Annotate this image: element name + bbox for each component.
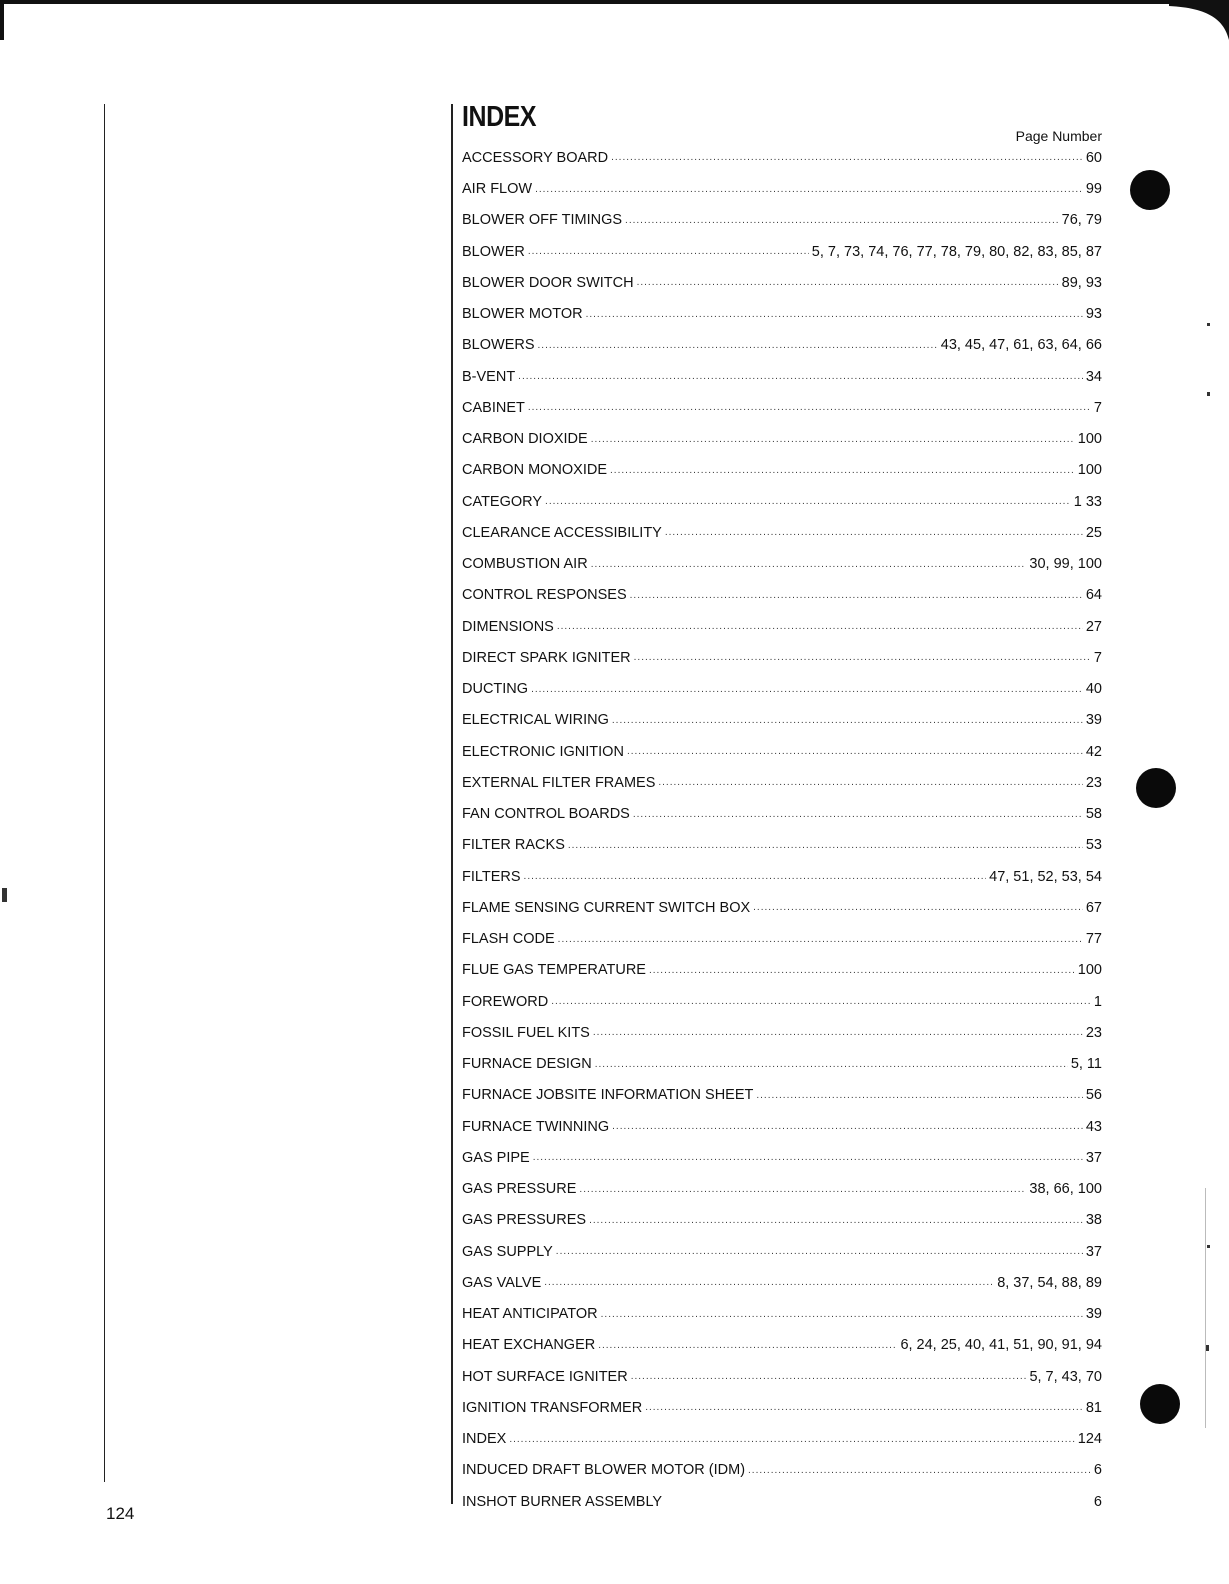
dot-leader [611,153,1083,163]
index-pages: 39 [1085,712,1102,729]
index-pages: 30, 99, 100 [1029,556,1102,572]
dot-leader [544,1278,994,1288]
index-pages: 43, 45, 47, 61, 63, 64, 66 [940,337,1102,354]
scan-speck [1206,1345,1209,1351]
index-term: DIRECT SPARK IGNITER [462,649,631,666]
dot-leader [535,185,1083,195]
index-term: GAS PRESSURE [462,1181,577,1197]
page-corner-curl [1169,0,1229,40]
index-entry [462,1134,1102,1165]
index-term: AIR FLOW [462,181,533,197]
page-title: INDEX [462,101,537,133]
index-pages: 25 [1085,524,1102,541]
index-term: CLEARANCE ACCESSIBILITY [462,524,662,541]
dot-leader [645,1403,1083,1413]
index-pages: 43 [1085,1118,1102,1135]
index-term: CABINET [462,399,525,416]
index-pages: 100 [1077,962,1102,979]
dot-leader [568,841,1083,851]
index-pages: 1 33 [1073,493,1102,510]
dot-leader [557,622,1083,632]
binder-hole [1136,768,1176,808]
index-entry [462,1478,1102,1509]
index-pages: 77 [1085,931,1102,947]
index-entry [462,228,1102,259]
index-term: FLASH CODE [462,931,555,947]
index-entry [462,884,1102,915]
index-pages: 27 [1085,618,1102,635]
index-pages: 47, 51, 52, 53, 54 [989,868,1102,885]
index-entry [462,1197,1102,1228]
index-term: ELECTRONIC IGNITION [462,743,624,760]
index-pages: 7 [1093,649,1102,666]
page-number: 124 [106,1504,135,1523]
index-term: B-VENT [462,368,516,385]
scan-speck [1207,323,1210,326]
index-term: FILTER RACKS [462,837,565,854]
index-term: ELECTRICAL WIRING [462,712,609,729]
index-entry [462,1259,1102,1290]
index-entry [462,447,1102,478]
index-pages: 7 [1093,399,1102,416]
index-term: INDEX [462,1431,507,1447]
index-entry [462,822,1102,853]
index-term: CONTROL RESPONSES [462,587,627,604]
dot-leader [538,341,938,351]
index-pages: 38 [1085,1212,1102,1229]
dot-leader [593,1028,1083,1038]
index-pages: 6 [1093,1493,1102,1510]
index-term: BLOWER DOOR SWITCH [462,274,634,291]
index-pages: 67 [1085,899,1102,916]
dot-leader [637,278,1059,288]
scan-edge-mark [1205,1188,1206,1428]
dot-leader [630,591,1083,601]
index-entry [462,572,1102,603]
index-entry [462,728,1102,759]
dot-leader [586,310,1083,320]
index-entry [462,259,1102,290]
index-term: FAN CONTROL BOARDS [462,806,630,822]
column-rule [451,104,453,1504]
dot-leader [528,403,1091,413]
index-term: HEAT EXCHANGER [462,1337,596,1354]
dot-leader [649,966,1075,976]
dot-leader [598,1341,897,1351]
binder-hole [1140,1384,1180,1424]
index-entry [462,1415,1102,1446]
dot-leader [756,1091,1083,1101]
dot-leader [612,1122,1083,1132]
index-entry [462,1290,1102,1321]
dot-leader [524,872,987,882]
index-entry [462,165,1102,196]
index-pages: 93 [1085,306,1102,322]
index-pages: 89, 93 [1061,274,1102,291]
index-pages: 60 [1085,149,1102,166]
dot-leader [589,1216,1083,1226]
scan-speck [1207,392,1210,396]
index-pages: 42 [1085,743,1102,760]
index-entry [462,759,1102,790]
index-term: EXTERNAL FILTER FRAMES [462,774,656,791]
index-pages: 99 [1085,181,1102,197]
dot-leader [509,1435,1074,1445]
index-entry [462,1072,1102,1103]
index-entries [462,134,1102,1509]
index-pages: 100 [1077,431,1102,447]
index-entry [462,915,1102,946]
dot-leader [748,1466,1091,1476]
index-pages: 8, 37, 54, 88, 89 [997,1274,1102,1291]
dot-leader [591,560,1027,570]
dot-leader [545,497,1071,507]
dot-leader [658,778,1082,788]
index-entry [462,1384,1102,1415]
index-entry [462,353,1102,384]
index-term: FURNACE DESIGN [462,1056,592,1072]
index-pages: 37 [1085,1149,1102,1166]
index-pages: 40 [1085,681,1102,697]
index-entry [462,478,1102,509]
index-term: BLOWER MOTOR [462,306,583,322]
index-entry [462,978,1102,1009]
index-entry [462,1103,1102,1134]
index-entry [462,1353,1102,1384]
dot-leader [627,747,1083,757]
index-pages: 6, 24, 25, 40, 41, 51, 90, 91, 94 [900,1337,1102,1354]
scan-speck [1207,1245,1210,1248]
index-term: DIMENSIONS [462,618,554,635]
binder-hole [1130,170,1170,210]
index-pages: 23 [1085,1024,1102,1041]
index-entry [462,134,1102,165]
dot-leader [634,653,1091,663]
index-pages: 5, 7, 43, 70 [1029,1368,1102,1385]
index-term: FURNACE TWINNING [462,1118,610,1135]
index-term: FOREWORD [462,993,549,1010]
index-term: GAS PRESSURES [462,1212,587,1229]
index-pages: 76, 79 [1061,212,1102,229]
dot-leader [558,935,1083,945]
scan-speck [2,888,7,902]
index-entry [462,697,1102,728]
index-entry [462,322,1102,353]
dot-leader [551,997,1091,1007]
index-entry [462,665,1102,696]
index-term: CARBON DIOXIDE [462,431,588,447]
dot-leader [612,716,1083,726]
dot-leader [633,810,1083,820]
dot-leader [591,435,1075,445]
dot-leader [556,1247,1083,1257]
index-term: BLOWERS [462,337,535,354]
index-term: FLAME SENSING CURRENT SWITCH BOX [462,899,751,916]
index-term: FLUE GAS TEMPERATURE [462,962,646,979]
index-pages: 124 [1077,1431,1102,1447]
index-pages: 64 [1085,587,1102,604]
index-entry [462,790,1102,821]
index-entry [462,634,1102,665]
index-pages: 1 [1093,993,1102,1010]
index-entry [462,1165,1102,1196]
index-term: ACCESSORY BOARD [462,149,609,166]
index-entry [462,1228,1102,1259]
index-term: CARBON MONOXIDE [462,462,608,479]
index-entry [462,540,1102,571]
index-pages: 5, 7, 73, 74, 76, 77, 78, 79, 80, 82, 83, 85, 87 [811,243,1102,260]
index-entry [462,1322,1102,1353]
index-term: IGNITION TRANSFORMER [462,1399,643,1416]
index-entry [462,509,1102,540]
index-entry [462,197,1102,228]
dot-leader [531,685,1083,695]
index-pages: 23 [1085,774,1102,791]
index-term: INSHOT BURNER ASSEMBLY [462,1493,663,1510]
index-entry [462,1040,1102,1071]
index-pages: 56 [1085,1087,1102,1104]
dot-leader [601,1310,1083,1320]
index-entry [462,1009,1102,1040]
dot-leader [625,216,1059,226]
index-term: COMBUSTION AIR [462,556,588,572]
index-pages: 38, 66, 100 [1029,1181,1102,1197]
page-edge-top [0,0,1229,4]
index-term: GAS SUPPLY [462,1243,553,1260]
index-pages: 6 [1093,1462,1102,1479]
index-term: INDUCED DRAFT BLOWER MOTOR (IDM) [462,1462,746,1479]
index-pages: 34 [1085,368,1102,385]
left-margin-rule [104,104,105,1482]
index-pages: 39 [1085,1306,1102,1322]
dot-leader [665,528,1083,538]
index-pages: 5, 11 [1070,1056,1102,1072]
index-entry [462,603,1102,634]
index-pages: 37 [1085,1243,1102,1260]
index-term: HOT SURFACE IGNITER [462,1368,628,1385]
dot-leader [753,903,1083,913]
index-term: BLOWER [462,243,525,260]
index-entry [462,384,1102,415]
index-term: BLOWER OFF TIMINGS [462,212,623,229]
dot-leader [533,1153,1083,1163]
index-term: GAS PIPE [462,1149,530,1166]
dot-leader [518,372,1083,382]
index-entry [462,947,1102,978]
index-pages: 81 [1085,1399,1102,1416]
index-term: FILTERS [462,868,521,885]
dot-leader [528,247,809,257]
index-pages: 58 [1085,806,1102,822]
dot-leader [631,1372,1027,1382]
index-entry [462,290,1102,321]
dot-leader [610,466,1075,476]
index-entry [462,853,1102,884]
index-term: HEAT ANTICIPATOR [462,1306,598,1322]
page-number-column-header: Page Number [1015,128,1102,144]
index-term: DUCTING [462,681,529,697]
index-entry [462,1447,1102,1478]
index-pages: 53 [1085,837,1102,854]
dot-leader [579,1185,1026,1195]
index-pages: 100 [1077,462,1102,479]
index-term: FOSSIL FUEL KITS [462,1024,590,1041]
index-term: CATEGORY [462,493,543,510]
index-term: FURNACE JOBSITE INFORMATION SHEET [462,1087,754,1104]
dot-leader [595,1060,1068,1070]
page-edge-left [0,0,4,40]
index-term: GAS VALVE [462,1274,542,1291]
index-entry [462,415,1102,446]
